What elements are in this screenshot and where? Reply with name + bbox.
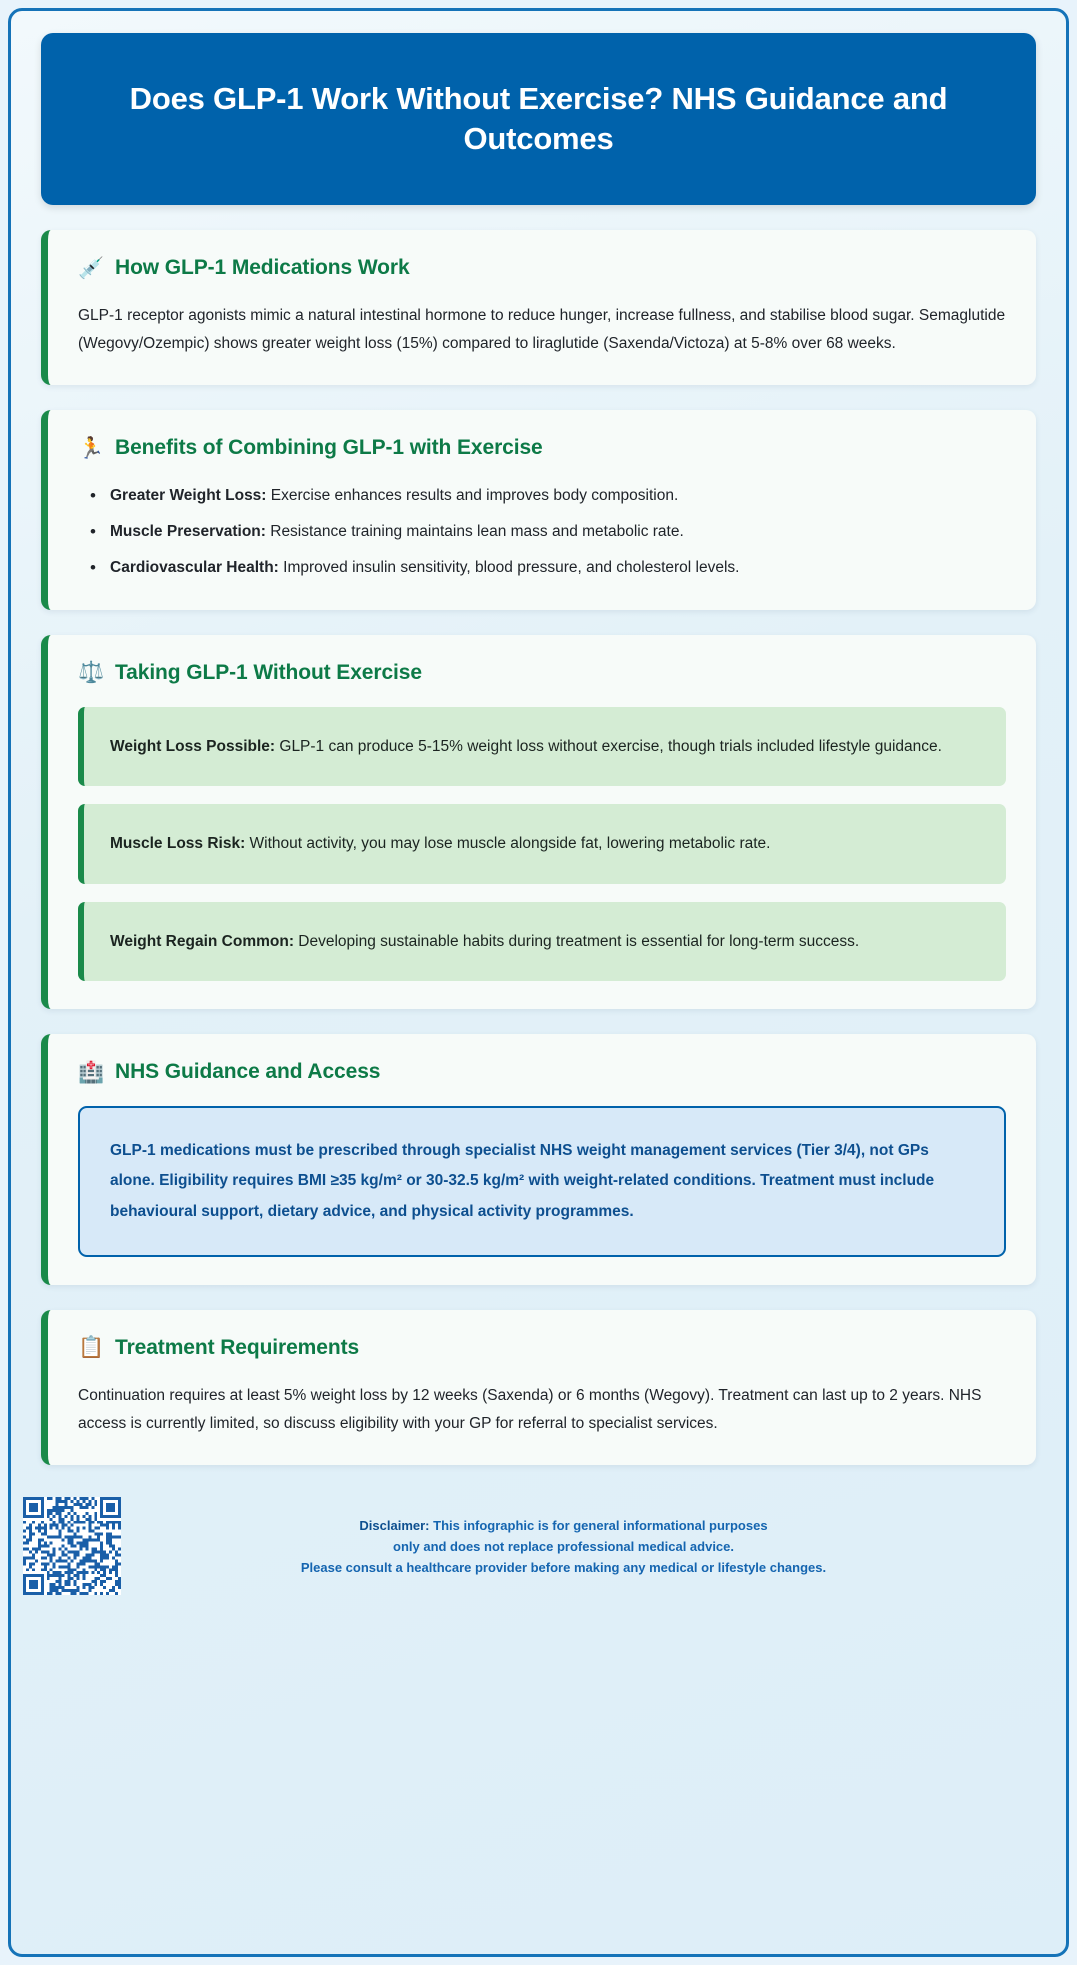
list-item-label: Cardiovascular Health: xyxy=(110,559,279,577)
balance-scale-icon: ⚖️ xyxy=(78,661,105,685)
list-item xyxy=(82,554,1006,581)
section-title: How GLP-1 Medications Work xyxy=(115,256,410,279)
syringe-icon: 💉 xyxy=(78,256,105,280)
highlight-box xyxy=(78,707,1006,787)
section-title: Benefits of Combining GLP-1 with Exercise xyxy=(115,436,543,460)
highlight-box-text: Without activity, you may lose muscle alongside fat, lowering metabolic rate. xyxy=(245,835,771,853)
clipboard-icon: 📋 xyxy=(78,1336,105,1360)
list-item-text: Resistance training maintains lean mass and metabolic rate. xyxy=(265,523,684,541)
list-item xyxy=(82,482,1006,509)
footer xyxy=(41,1491,1036,1609)
section-body-text: Continuation requires at least 5% weight loss by 12 weeks (Saxenda) or 6 months (Wegovy). Treatment can last up to 2 years. NHS access is currently limited, so discuss eligibility with your GP for referral to specialist services. xyxy=(78,1386,982,1432)
nhs-guidance-callout: GLP-1 medications must be prescribed through specialist NHS weight management services (Tier 3/4), not GPs alone. Eligibility requires BMI ≥35 kg/m² or 30-32.5 kg/m² with weight-related conditions. Treatment must include behavioural support, dietary advice, and physical activity programmes. xyxy=(78,1106,1006,1257)
benefits-list xyxy=(78,482,1006,581)
disclaimer-line-2: only and does not replace professional medical advice. xyxy=(393,1538,734,1554)
section-card-nhs-guidance-access xyxy=(41,1034,1036,1285)
card-header xyxy=(78,256,1006,280)
list-item-text: Improved insulin sensitivity, blood pressure, and cholesterol levels. xyxy=(278,559,740,577)
highlight-box-text: GLP-1 can produce 5-15% weight loss without exercise, though trials included lifestyle guidance. xyxy=(275,737,942,755)
header-banner xyxy=(41,33,1036,205)
section-title: NHS Guidance and Access xyxy=(115,1060,381,1084)
card-header xyxy=(78,1060,1006,1084)
section-card-treatment-requirements xyxy=(41,1310,1036,1465)
list-item-label: Greater Weight Loss: xyxy=(110,487,267,505)
disclaimer-line-3: Please consult a healthcare provider before making any medical or lifestyle changes. xyxy=(300,1559,827,1575)
list-item xyxy=(82,518,1006,545)
section-title: Treatment Requirements xyxy=(115,1335,360,1359)
section-title: Taking GLP-1 Without Exercise xyxy=(115,660,422,684)
list-item-text: Exercise enhances results and improves body composition. xyxy=(266,487,679,505)
infographic-page xyxy=(8,8,1069,1957)
highlight-box xyxy=(78,902,1006,982)
disclaimer-label: Disclaimer: xyxy=(359,1517,430,1533)
card-header xyxy=(78,661,1006,685)
section-card-how-glp1-works xyxy=(41,230,1036,385)
highlight-box-text: Developing sustainable habits during treatment is essential for long-term success. xyxy=(294,932,860,950)
card-header xyxy=(78,1336,1006,1360)
section-card-benefits-of-combining xyxy=(41,410,1036,609)
highlight-box-label: Weight Regain Common: xyxy=(110,932,294,950)
qr-code[interactable] xyxy=(23,1497,121,1595)
highlight-box-label: Weight Loss Possible: xyxy=(110,737,276,755)
list-item-label: Muscle Preservation: xyxy=(110,523,266,541)
disclaimer-text xyxy=(121,1515,1036,1578)
runner-icon: 🏃 xyxy=(78,436,105,460)
card-header xyxy=(78,436,1006,460)
disclaimer-line-1: This infographic is for general informational purposes xyxy=(429,1517,768,1533)
section-body-text: GLP-1 receptor agonists mimic a natural intestinal hormone to reduce hunger, increase fullness, and stabilise blood sugar. Semaglutide (Wegovy/Ozempic) shows greater weight loss (15%) compared to liraglutide (Saxenda/Victoza) at 5-8% over 68 weeks. xyxy=(78,307,1006,352)
highlight-box-label: Muscle Loss Risk: xyxy=(110,835,246,853)
hospital-icon: 🏥 xyxy=(78,1060,105,1084)
page-title: Does GLP-1 Work Without Exercise? NHS Guidance and Outcomes xyxy=(129,81,948,156)
highlight-box xyxy=(78,804,1006,884)
section-card-taking-without-exercise xyxy=(41,635,1036,1010)
